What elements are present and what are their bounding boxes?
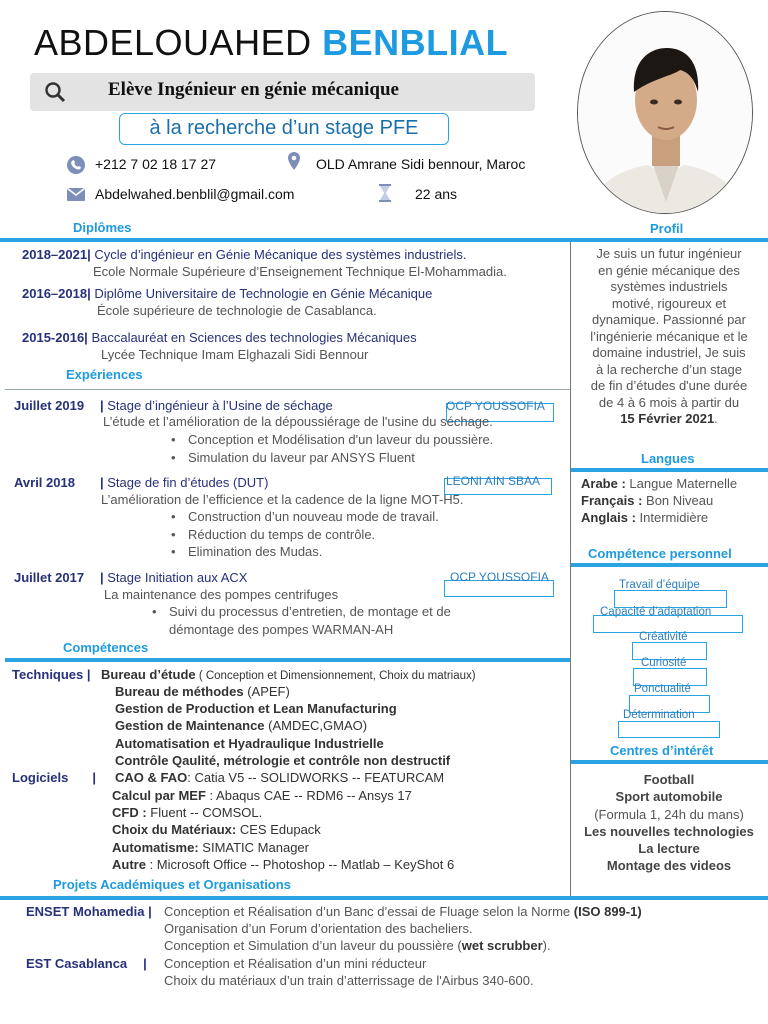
section-divider — [571, 468, 768, 472]
language-line: Anglais : Intermidière — [581, 510, 709, 525]
interest-item: (Formula 1, 24h du mans) — [594, 806, 744, 822]
search-icon — [44, 81, 66, 103]
skill-line: Gestion de Production et Lean Manufacturing — [115, 701, 397, 716]
profile-text — [571, 246, 767, 428]
section-title-projets: Projets Académiques et Organisations — [53, 877, 291, 892]
interest-item: Sport automobile — [615, 789, 723, 805]
section-title-centres-interet: Centres d’intérêt — [610, 743, 714, 758]
project-line: Conception et Réalisation d’un mini réducteur — [164, 956, 427, 971]
section-divider — [571, 760, 768, 764]
address: OLD Amrane Sidi bennour, Maroc — [316, 156, 526, 172]
experience-bullet: • Elimination des Mudas. — [188, 544, 322, 559]
interest-item: La lecture — [638, 841, 700, 857]
project-line: Choix du matériaux d’un train d’atterrissage de l'Airbus 340-600. — [164, 973, 534, 988]
diploma-entry: 2018–2021| Cycle d’ingénieur en Génie Mécanique des systèmes industriels. — [22, 247, 467, 262]
interest-item: Football — [643, 772, 695, 787]
section-divider — [5, 389, 570, 390]
phone-icon — [66, 155, 86, 175]
soft-skill: Ponctualité — [634, 683, 691, 695]
section-title-competences: Compétences — [63, 640, 149, 655]
interests-list — [571, 771, 767, 875]
section-title-diplomes: Diplômes — [73, 220, 132, 235]
profile-line: l’ingénierie mécanique et le — [590, 328, 748, 344]
experience-title: | Stage d’ingénieur à l’Usine de séchage — [100, 398, 333, 413]
diploma-school: Lycée Technique Imam Elghazali Sidi Bennour — [101, 347, 369, 362]
skill-line: Gestion de Maintenance (AMDEC,GMAO) — [115, 718, 368, 733]
section-divider — [5, 658, 570, 662]
profile-date-line — [571, 411, 767, 428]
company-name: LEONI AIN SBAA — [446, 474, 541, 488]
profile-line: motivé, rigoureux et — [611, 295, 727, 311]
last-name: BENBLIAL — [322, 22, 509, 63]
soft-skill: Curiosité — [641, 657, 687, 669]
experience-bullet: • Construction d’un nouveau mode de travail. — [188, 509, 439, 524]
job-title: Elève Ingénieur en génie mécanique — [108, 79, 399, 100]
profile-line: systèmes industriels — [610, 279, 728, 294]
software-line: Choix du Matériaux: CES Edupack — [112, 822, 321, 837]
section-title-experiences: Expériences — [66, 367, 143, 382]
skill-line: Automatisation et Hyadraulique Industrielle — [115, 736, 384, 751]
project-line: Conception et Simulation d’un laveur du poussière (wet scrubber). — [164, 938, 551, 953]
interest-item: Les nouvelles technologies — [584, 823, 754, 839]
section-title-langues: Langues — [641, 451, 695, 466]
experience-title: | Stage Initiation aux ACX — [100, 570, 248, 585]
mail-icon — [66, 184, 86, 204]
project-org: ENSET Mohamedia | — [26, 904, 152, 919]
profile-line: en génie mécanique des — [598, 262, 740, 278]
profile-line: Je suis un futur ingénieur — [596, 246, 742, 261]
profile-line: domaine industriel, Je suis — [592, 345, 746, 360]
experience-description: La maintenance des pompes centrifuges — [104, 587, 339, 602]
section-title-competence-personnel: Compétence personnel — [588, 546, 732, 561]
experience-date: Juillet 2019 — [14, 398, 85, 413]
availability-date: 15 Février 2021 — [620, 411, 715, 426]
location-pin-icon — [284, 151, 304, 171]
date-suffix: . — [714, 411, 718, 426]
soft-skill: Créativité — [639, 631, 688, 643]
soft-skill-box — [618, 721, 720, 738]
experience-bullet: • Suivi du processus d’entretien, de montage et de — [169, 604, 451, 619]
project-org: EST Casablanca | — [26, 956, 147, 971]
portrait-illustration — [578, 12, 753, 214]
header-divider — [0, 238, 768, 242]
experience-bullet: • Simulation du laveur par ANSYS Fluent — [188, 450, 415, 465]
experience-date: Juillet 2017 — [14, 570, 85, 585]
company-name: OCP YOUSSOFIA — [450, 570, 549, 584]
profile-line: de fin d’études d'une durée — [590, 378, 748, 393]
software-line: Automatisme: SIMATIC Manager — [112, 840, 309, 855]
project-line: Organisation d’un Forum d’orientation des bacheliers. — [164, 921, 473, 936]
skill-line: Contrôle Qaulité, métrologie et contrôle non destructif — [115, 753, 451, 768]
skill-line: Bureau de méthodes (APEF) — [115, 684, 290, 699]
diploma-school: École supérieure de technologie de Casablanca. — [97, 303, 377, 318]
skills-software-label: Logiciels | — [12, 770, 96, 785]
profile-line: dynamique. Passionné par — [592, 312, 746, 327]
interest-item: Montage des videos — [606, 858, 732, 874]
diploma-school: Ecole Normale Supérieure d’Enseignement Technique El-Mohammadia. — [93, 264, 507, 279]
age: 22 ans — [415, 186, 458, 202]
phone-number: +212 7 02 18 17 27 — [95, 156, 217, 172]
language-line: Arabe : Langue Maternelle — [581, 476, 738, 491]
skill-line: Bureau d’étude ( Conception et Dimensionnement, Choix du matriaux) — [101, 667, 476, 682]
software-line: Autre : Microsoft Office -- Photoshop -- Matlab – KeyShot 6 — [112, 857, 455, 872]
experience-bullet: • Conception et Modélisation d'un laveur du poussière. — [188, 432, 493, 447]
experience-bullet: • Réduction du temps de contrôle. — [188, 527, 375, 542]
software-line: CAO & FAO: Catia V5 -- SOLIDWORKS -- FEATURCAM — [115, 770, 445, 785]
experience-bullet-continued: démontage des pompes WARMAN-AH — [169, 622, 394, 637]
experience-description: L’amélioration de l’efficience et la cadence de la ligne MOT-H5. — [101, 492, 464, 507]
software-line: CFD : Fluent -- COMSOL. — [112, 805, 263, 820]
profile-line: à la recherche d’un stage — [596, 361, 742, 377]
job-title-bar — [30, 73, 535, 111]
skills-techniques-label: Techniques | — [12, 667, 91, 682]
diploma-entry: 2016–2018| Diplôme Universitaire de Technologie en Génie Mécanique — [22, 286, 433, 301]
soft-skill: Détermination — [623, 709, 695, 721]
soft-skill: Travail d’équipe — [619, 579, 700, 591]
experience-date: Avril 2018 — [14, 475, 75, 490]
language-line: Français : Bon Niveau — [581, 493, 714, 508]
software-line: Calcul par MEF : Abaqus CAE -- RDM6 -- Ansys 17 — [112, 788, 412, 803]
project-line: Conception et Réalisation d’un Banc d’essai de Fluage selon la Norme (ISO 899-1) — [164, 904, 642, 919]
profile-photo — [577, 11, 753, 214]
email-address: Abdelwahed.benblil@gmail.com — [95, 186, 295, 202]
candidate-name — [34, 22, 508, 64]
company-name: OCP YOUSSOFIA — [446, 399, 545, 413]
section-divider — [0, 896, 768, 900]
hourglass-icon — [375, 183, 395, 203]
diploma-entry: 2015-2016| Baccalauréat en Sciences des technologies Mécaniques — [22, 330, 417, 345]
section-divider — [571, 563, 768, 567]
experience-title: | Stage de fin d’études (DUT) — [100, 475, 269, 490]
profile-line: de 4 à 6 mois à partir du — [598, 394, 740, 410]
soft-skill: Capacité d’adaptation — [600, 606, 712, 618]
objective-box: à la recherche d’un stage PFE — [119, 113, 449, 145]
first-name: ABDELOUAHED — [34, 22, 312, 63]
experience-description: L’étude et l’amélioration de la dépoussiérage de l'usine du séchage. — [103, 414, 493, 429]
section-title-profil: Profil — [650, 221, 684, 236]
